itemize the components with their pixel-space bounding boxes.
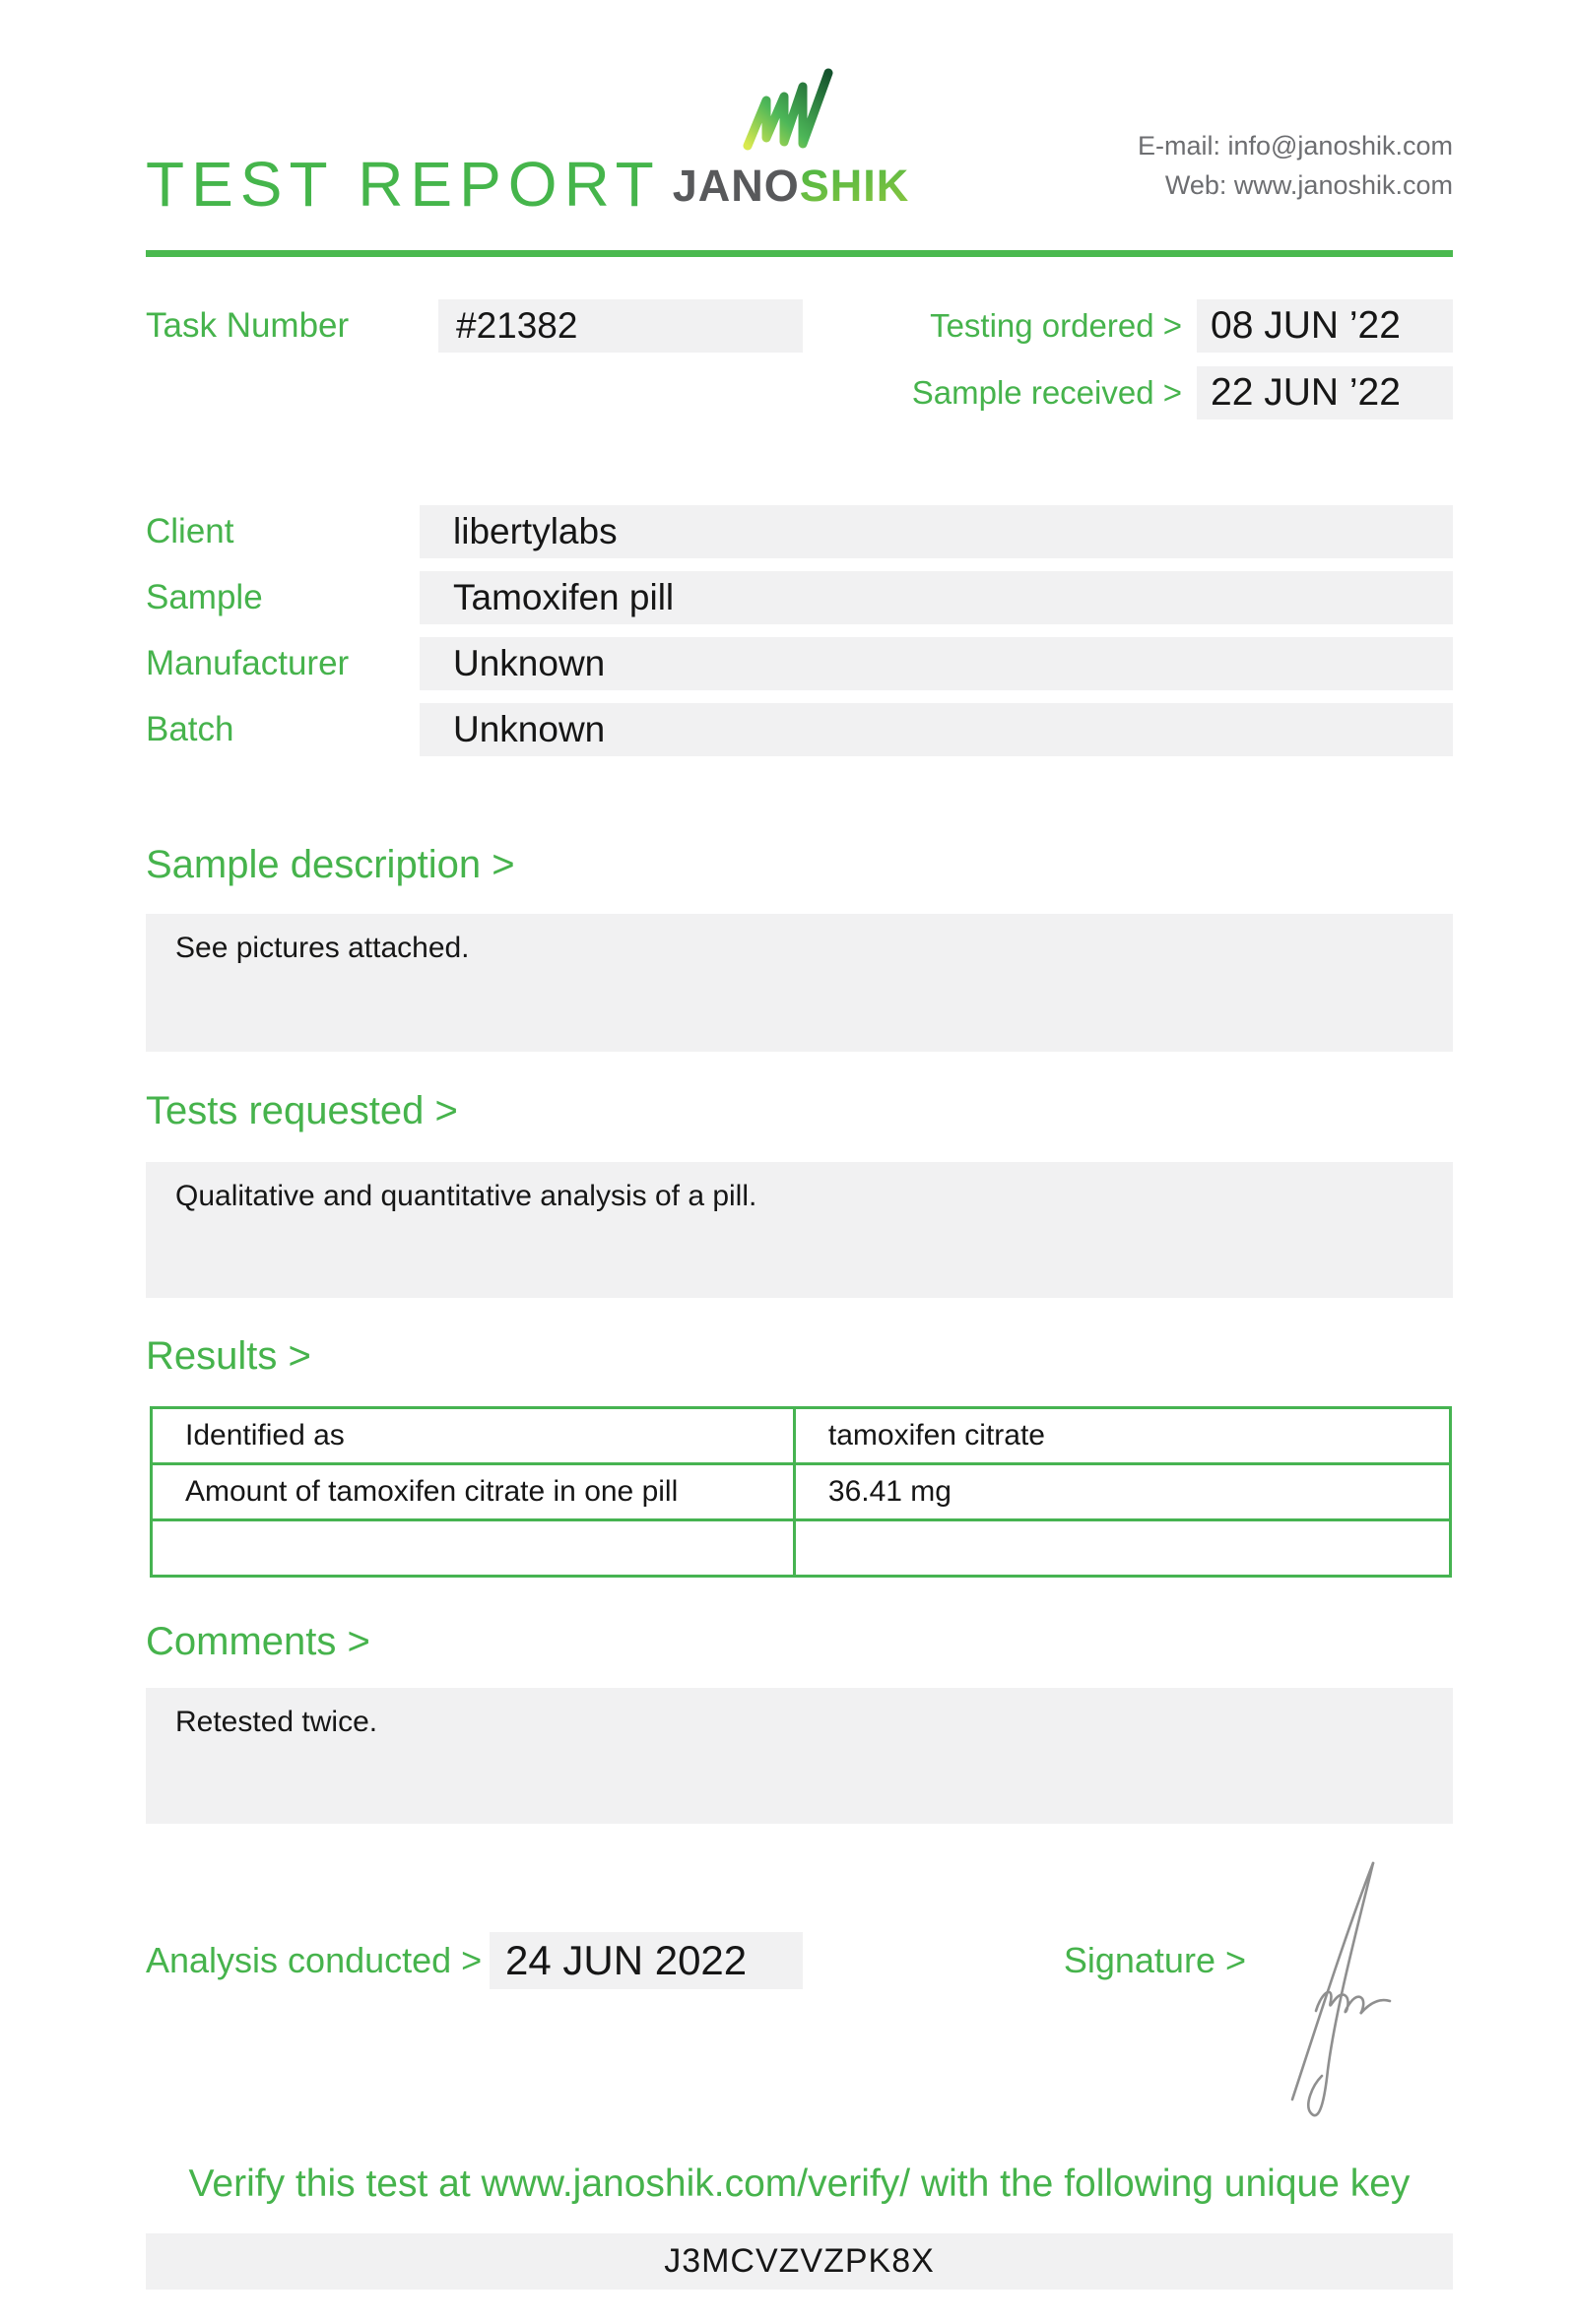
batch-value: Unknown [453,709,606,749]
janoshik-logo [668,65,914,211]
testing-ordered-value: 08 JUN ’22 [1211,304,1401,347]
result-value-cell: tamoxifen citrate [794,1408,1450,1464]
table-row [152,1464,1451,1520]
analysis-date-value: 24 JUN 2022 [505,1937,748,1983]
sample-field [420,571,1453,624]
analysis-conducted-label: Analysis conducted > [146,1940,483,1980]
verify-instruction: Verify this test at www.janoshik.com/verify/ with the following unique key [188,2163,1411,2205]
result-name-cell: Identified as [152,1408,795,1464]
logo-wordmark [668,160,914,211]
page-title: TEST REPORT [146,149,661,220]
result-value-cell [794,1520,1450,1577]
batch-field [420,703,1453,756]
client-field [420,505,1453,558]
signature-label: Signature > [1063,1940,1246,1980]
sample-received-value: 22 JUN ’22 [1211,371,1401,414]
tests-requested-heading: Tests requested > [146,1089,458,1132]
sample-value: Tamoxifen pill [453,577,675,617]
sample-description-text: See pictures attached. [175,932,470,964]
tests-requested-text: Qualitative and quantitative analysis of a pill. [175,1180,757,1212]
contact-email: E-mail: info@janoshik.com [1137,131,1453,161]
logo-word-shik: SHIK [799,161,910,211]
testing-ordered-field [1197,299,1453,353]
verify-key-value: J3MCVZVZPK8X [664,2242,935,2280]
sample-received-field [1197,366,1453,420]
sample-received-label: Sample received > [911,374,1182,411]
result-name-cell: Amount of tamoxifen citrate in one pill [152,1464,795,1520]
comments-heading: Comments > [146,1620,370,1663]
tests-requested-box [146,1162,1453,1298]
comments-text: Retested twice. [175,1706,378,1738]
svg-text:JANOSHIK [673,161,910,211]
sample-description-box [146,914,1453,1052]
sample-description-heading: Sample description > [146,843,515,886]
contact-web: Web: www.janoshik.com [1164,170,1453,200]
comments-box [146,1688,1453,1824]
logo-word-jano: JANO [672,161,800,211]
client-value: libertylabs [453,511,618,551]
client-label: Client [146,512,234,550]
task-number-field [438,299,803,353]
results-table [150,1406,1452,1578]
batch-label: Batch [146,710,234,748]
result-value-cell: 36.41 mg [794,1464,1450,1520]
chart-growth-icon [740,65,842,156]
table-row [152,1408,1451,1464]
sample-label: Sample [146,578,263,616]
task-number-label: Task Number [146,306,350,345]
testing-ordered-label: Testing ordered > [930,307,1182,344]
results-heading: Results > [146,1334,311,1378]
analysis-date-field [490,1932,803,1989]
manufacturer-field [420,637,1453,690]
result-name-cell [152,1520,795,1577]
verify-key-field [146,2233,1453,2290]
manufacturer-label: Manufacturer [146,644,350,682]
table-row [152,1520,1451,1577]
signature-image [1277,1851,1407,2142]
header-divider [146,250,1453,257]
manufacturer-value: Unknown [453,643,606,683]
task-number-value: #21382 [456,305,578,346]
contact-info [1138,126,1453,205]
